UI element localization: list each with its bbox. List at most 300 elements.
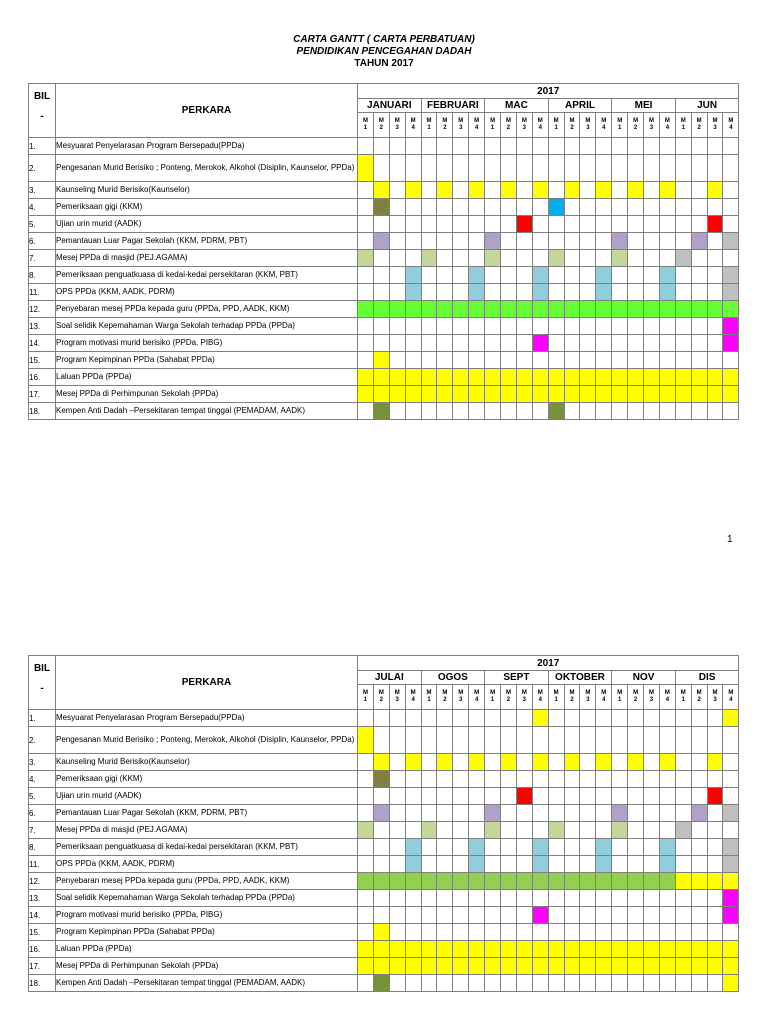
schedule-cell — [644, 839, 660, 856]
schedule-cell — [516, 403, 532, 420]
schedule-cell-filled — [644, 301, 660, 318]
schedule-cell — [628, 138, 644, 155]
schedule-cell — [389, 788, 405, 805]
schedule-cell — [612, 318, 628, 335]
schedule-cell — [469, 155, 485, 182]
schedule-cell — [389, 710, 405, 727]
schedule-cell — [675, 975, 691, 992]
schedule-cell — [612, 975, 628, 992]
schedule-cell — [373, 284, 389, 301]
row-number: 12. — [29, 301, 56, 318]
schedule-cell — [691, 284, 707, 301]
schedule-cell-filled — [644, 386, 660, 403]
row-number: 2. — [29, 727, 56, 754]
schedule-cell — [548, 975, 564, 992]
schedule-cell — [516, 335, 532, 352]
row-number: 6. — [29, 233, 56, 250]
row-number: 7. — [29, 822, 56, 839]
week-number: 1 — [681, 697, 685, 703]
schedule-cell — [628, 839, 644, 856]
schedule-cell — [580, 788, 596, 805]
schedule-cell-filled — [405, 284, 421, 301]
schedule-cell — [437, 250, 453, 267]
schedule-cell-filled — [532, 267, 548, 284]
week-number: 2 — [379, 125, 383, 131]
schedule-cell — [564, 890, 580, 907]
schedule-cell — [437, 335, 453, 352]
schedule-cell — [628, 233, 644, 250]
schedule-cell — [723, 250, 739, 267]
week-prefix: M — [696, 690, 702, 696]
schedule-cell-filled — [469, 941, 485, 958]
schedule-cell — [389, 727, 405, 754]
schedule-cell — [564, 138, 580, 155]
schedule-cell — [691, 403, 707, 420]
week-number: 1 — [618, 697, 622, 703]
week-header — [580, 113, 596, 138]
week-prefix: M — [617, 690, 623, 696]
schedule-cell — [659, 199, 675, 216]
schedule-cell — [373, 822, 389, 839]
week-header — [453, 113, 469, 138]
schedule-cell-filled — [548, 941, 564, 958]
schedule-cell-filled — [405, 267, 421, 284]
schedule-cell — [628, 318, 644, 335]
week-prefix: M — [394, 690, 400, 696]
schedule-cell-filled — [723, 907, 739, 924]
schedule-cell — [659, 771, 675, 788]
schedule-cell-filled — [596, 284, 612, 301]
schedule-cell — [421, 182, 437, 199]
schedule-cell — [358, 352, 374, 369]
task-label: Mesej PPDa di masjid (PEJ.AGAMA) — [56, 822, 358, 839]
week-prefix: M — [712, 690, 718, 696]
task-label: Program motivasi murid berisiko (PPDa, PIBG) — [56, 335, 358, 352]
schedule-cell — [628, 250, 644, 267]
schedule-cell — [596, 216, 612, 233]
schedule-cell — [358, 710, 374, 727]
week-number: 1 — [554, 697, 558, 703]
row-number: 14. — [29, 335, 56, 352]
schedule-cell — [373, 318, 389, 335]
schedule-cell — [421, 155, 437, 182]
task-label: Kempen Anti Dadah –Persekitaran tempat tinggal (PEMADAM, AADK) — [56, 975, 358, 992]
schedule-cell — [516, 138, 532, 155]
week-prefix: M — [696, 118, 702, 124]
schedule-cell-filled — [501, 369, 517, 386]
week-header — [659, 685, 675, 710]
schedule-cell — [564, 216, 580, 233]
schedule-cell — [501, 403, 517, 420]
schedule-cell — [405, 155, 421, 182]
schedule-cell-filled — [612, 369, 628, 386]
schedule-cell-filled — [548, 822, 564, 839]
schedule-cell — [389, 839, 405, 856]
schedule-cell — [501, 788, 517, 805]
schedule-cell — [644, 403, 660, 420]
week-number: 3 — [459, 125, 463, 131]
schedule-cell-filled — [421, 301, 437, 318]
row-number: 13. — [29, 890, 56, 907]
schedule-cell — [580, 822, 596, 839]
schedule-cell — [659, 727, 675, 754]
schedule-cell — [405, 138, 421, 155]
schedule-cell — [548, 805, 564, 822]
week-header — [659, 113, 675, 138]
title-line-2: PENDIDIKAN PENCEGAHAN DADAH — [296, 46, 472, 57]
schedule-cell — [389, 182, 405, 199]
schedule-cell — [723, 403, 739, 420]
week-header — [437, 685, 453, 710]
week-number: 2 — [443, 697, 447, 703]
schedule-cell — [501, 839, 517, 856]
perkara-header: PERKARA — [56, 656, 358, 710]
schedule-cell — [707, 710, 723, 727]
schedule-cell — [485, 754, 501, 771]
table-row — [29, 369, 739, 386]
schedule-cell — [580, 975, 596, 992]
schedule-cell — [532, 822, 548, 839]
table-row — [29, 403, 739, 420]
schedule-cell — [691, 856, 707, 873]
schedule-cell — [644, 199, 660, 216]
task-label: Pemeriksaan gigi (KKM) — [56, 771, 358, 788]
schedule-cell — [564, 839, 580, 856]
schedule-cell-filled — [485, 369, 501, 386]
week-header — [707, 685, 723, 710]
schedule-cell-filled — [628, 301, 644, 318]
week-header — [516, 685, 532, 710]
schedule-cell — [580, 403, 596, 420]
schedule-cell — [421, 890, 437, 907]
schedule-cell — [421, 216, 437, 233]
schedule-cell-filled — [659, 754, 675, 771]
schedule-cell — [437, 352, 453, 369]
week-number: 2 — [697, 125, 701, 131]
schedule-cell — [469, 199, 485, 216]
week-prefix: M — [378, 690, 384, 696]
schedule-cell-filled — [659, 369, 675, 386]
schedule-cell — [516, 155, 532, 182]
table-row — [29, 318, 739, 335]
schedule-cell-filled — [612, 822, 628, 839]
schedule-cell — [612, 155, 628, 182]
schedule-cell-filled — [516, 369, 532, 386]
row-number: 14. — [29, 907, 56, 924]
schedule-cell-filled — [580, 386, 596, 403]
schedule-cell-filled — [373, 403, 389, 420]
schedule-cell — [723, 771, 739, 788]
schedule-cell — [485, 856, 501, 873]
week-prefix: M — [410, 118, 416, 124]
schedule-cell — [596, 907, 612, 924]
schedule-cell — [580, 250, 596, 267]
schedule-cell — [659, 216, 675, 233]
week-prefix: M — [728, 690, 734, 696]
schedule-cell-filled — [612, 873, 628, 890]
schedule-cell-filled — [405, 941, 421, 958]
gantt-table — [28, 655, 739, 992]
row-number: 12. — [29, 873, 56, 890]
schedule-cell-filled — [437, 386, 453, 403]
schedule-cell-filled — [437, 182, 453, 199]
schedule-cell — [644, 138, 660, 155]
week-prefix: M — [601, 690, 607, 696]
schedule-cell-filled — [644, 369, 660, 386]
schedule-cell-filled — [723, 805, 739, 822]
schedule-cell — [453, 250, 469, 267]
month-header: OKTOBER — [548, 671, 612, 685]
schedule-cell — [564, 233, 580, 250]
task-label: Mesyuarat Penyelarasan Program Bersepadu(PPDa) — [56, 138, 358, 155]
schedule-cell-filled — [405, 301, 421, 318]
schedule-cell — [580, 335, 596, 352]
schedule-cell — [612, 710, 628, 727]
table-row — [29, 771, 739, 788]
schedule-cell — [421, 771, 437, 788]
week-header — [548, 113, 564, 138]
schedule-cell — [675, 318, 691, 335]
schedule-cell — [469, 924, 485, 941]
schedule-cell-filled — [532, 839, 548, 856]
week-prefix: M — [680, 118, 686, 124]
schedule-cell — [644, 250, 660, 267]
schedule-cell — [516, 771, 532, 788]
schedule-cell — [596, 155, 612, 182]
schedule-cell — [723, 216, 739, 233]
schedule-cell — [405, 233, 421, 250]
schedule-cell — [405, 890, 421, 907]
schedule-cell — [675, 788, 691, 805]
schedule-cell — [628, 284, 644, 301]
schedule-cell — [723, 727, 739, 754]
schedule-cell-filled — [596, 267, 612, 284]
schedule-cell-filled — [723, 941, 739, 958]
month-header: JANUARI — [358, 99, 422, 113]
row-number: 5. — [29, 216, 56, 233]
week-header — [691, 113, 707, 138]
schedule-cell — [628, 335, 644, 352]
schedule-cell — [421, 284, 437, 301]
schedule-cell-filled — [453, 958, 469, 975]
schedule-cell — [691, 771, 707, 788]
schedule-cell — [485, 267, 501, 284]
schedule-cell-filled — [453, 301, 469, 318]
schedule-cell — [501, 267, 517, 284]
week-header — [405, 113, 421, 138]
schedule-cell — [612, 727, 628, 754]
schedule-cell — [437, 907, 453, 924]
week-header — [564, 113, 580, 138]
schedule-cell — [421, 352, 437, 369]
schedule-cell — [612, 856, 628, 873]
schedule-cell — [358, 856, 374, 873]
schedule-cell — [389, 975, 405, 992]
schedule-cell — [707, 890, 723, 907]
schedule-cell — [707, 335, 723, 352]
schedule-cell-filled — [485, 805, 501, 822]
schedule-cell — [644, 727, 660, 754]
schedule-cell — [548, 233, 564, 250]
schedule-cell-filled — [532, 710, 548, 727]
schedule-cell — [675, 138, 691, 155]
schedule-cell — [628, 710, 644, 727]
schedule-cell — [485, 907, 501, 924]
schedule-cell — [580, 199, 596, 216]
schedule-cell — [548, 839, 564, 856]
schedule-cell — [612, 924, 628, 941]
week-prefix: M — [648, 690, 654, 696]
schedule-cell — [644, 924, 660, 941]
schedule-cell-filled — [659, 941, 675, 958]
schedule-cell — [421, 907, 437, 924]
schedule-cell — [358, 771, 374, 788]
schedule-cell — [532, 250, 548, 267]
schedule-cell — [659, 335, 675, 352]
schedule-cell — [707, 839, 723, 856]
month-header: JUN — [675, 99, 739, 113]
schedule-cell — [612, 890, 628, 907]
schedule-cell — [723, 182, 739, 199]
schedule-cell-filled — [485, 958, 501, 975]
schedule-cell — [453, 155, 469, 182]
schedule-cell — [596, 352, 612, 369]
schedule-cell — [691, 788, 707, 805]
schedule-cell — [564, 975, 580, 992]
schedule-cell-filled — [723, 873, 739, 890]
schedule-cell — [548, 924, 564, 941]
schedule-cell — [691, 155, 707, 182]
schedule-cell — [358, 335, 374, 352]
schedule-cell — [437, 710, 453, 727]
schedule-cell — [596, 975, 612, 992]
schedule-cell-filled — [373, 369, 389, 386]
schedule-cell — [723, 822, 739, 839]
month-header: DIS — [675, 671, 739, 685]
schedule-cell — [707, 318, 723, 335]
schedule-cell — [516, 199, 532, 216]
task-label: Penyebaran mesej PPDa kepada guru (PPDa, PPD, AADK, KKM) — [56, 301, 358, 318]
schedule-cell — [675, 284, 691, 301]
schedule-cell — [485, 890, 501, 907]
schedule-cell-filled — [405, 856, 421, 873]
schedule-cell — [516, 182, 532, 199]
schedule-cell-filled — [358, 250, 374, 267]
schedule-cell — [659, 710, 675, 727]
schedule-cell — [453, 335, 469, 352]
schedule-cell — [612, 284, 628, 301]
schedule-cell-filled — [596, 369, 612, 386]
schedule-cell — [691, 267, 707, 284]
schedule-cell — [564, 267, 580, 284]
task-label: Soal selidik Kepemahaman Warga Sekolah terhadap PPDa (PPDa) — [56, 890, 358, 907]
schedule-cell-filled — [469, 754, 485, 771]
schedule-cell — [644, 233, 660, 250]
schedule-cell — [373, 250, 389, 267]
schedule-cell — [644, 352, 660, 369]
schedule-cell-filled — [373, 975, 389, 992]
week-header — [405, 685, 421, 710]
schedule-cell — [580, 233, 596, 250]
schedule-cell — [644, 182, 660, 199]
week-header — [421, 685, 437, 710]
schedule-cell-filled — [612, 301, 628, 318]
schedule-cell — [389, 890, 405, 907]
schedule-cell — [485, 284, 501, 301]
schedule-cell-filled — [532, 958, 548, 975]
schedule-cell-filled — [548, 369, 564, 386]
schedule-cell-filled — [707, 369, 723, 386]
schedule-cell — [580, 839, 596, 856]
schedule-cell-filled — [675, 369, 691, 386]
week-number: 1 — [618, 125, 622, 131]
schedule-cell — [373, 267, 389, 284]
schedule-cell — [612, 267, 628, 284]
schedule-cell-filled — [691, 301, 707, 318]
week-number: 2 — [633, 697, 638, 703]
schedule-cell — [389, 822, 405, 839]
schedule-cell — [548, 907, 564, 924]
week-header — [453, 685, 469, 710]
schedule-cell-filled — [469, 856, 485, 873]
schedule-cell — [485, 335, 501, 352]
week-prefix: M — [585, 690, 591, 696]
schedule-cell — [644, 216, 660, 233]
schedule-cell — [358, 890, 374, 907]
task-label: Mesej PPDa di masjid (PEJ.AGAMA) — [56, 250, 358, 267]
schedule-cell — [516, 839, 532, 856]
schedule-cell — [516, 822, 532, 839]
bil-label: BIL — [33, 91, 51, 102]
week-number: 3 — [586, 697, 590, 703]
schedule-cell — [707, 975, 723, 992]
week-header — [691, 685, 707, 710]
schedule-cell — [453, 856, 469, 873]
schedule-cell-filled — [596, 873, 612, 890]
schedule-cell — [453, 907, 469, 924]
schedule-cell — [389, 318, 405, 335]
schedule-cell — [373, 788, 389, 805]
schedule-cell-filled — [469, 873, 485, 890]
schedule-cell — [453, 839, 469, 856]
schedule-cell — [405, 805, 421, 822]
schedule-cell-filled — [675, 958, 691, 975]
schedule-cell-filled — [516, 873, 532, 890]
schedule-cell — [675, 352, 691, 369]
title-line-1: CARTA GANTT ( CARTA PERBATUAN) — [293, 34, 475, 45]
schedule-cell — [644, 805, 660, 822]
schedule-cell — [373, 138, 389, 155]
schedule-cell — [501, 318, 517, 335]
schedule-cell-filled — [707, 941, 723, 958]
week-header — [723, 113, 739, 138]
schedule-cell — [644, 788, 660, 805]
schedule-cell — [421, 318, 437, 335]
schedule-cell — [516, 250, 532, 267]
week-number: 1 — [427, 697, 431, 703]
week-header — [612, 113, 628, 138]
schedule-cell — [644, 856, 660, 873]
schedule-cell-filled — [485, 873, 501, 890]
week-prefix: M — [426, 118, 432, 124]
schedule-cell — [453, 233, 469, 250]
schedule-cell-filled — [373, 941, 389, 958]
schedule-cell-filled — [421, 873, 437, 890]
bil-dot: - — [40, 683, 44, 694]
schedule-cell — [485, 182, 501, 199]
schedule-cell — [675, 856, 691, 873]
schedule-cell — [596, 318, 612, 335]
